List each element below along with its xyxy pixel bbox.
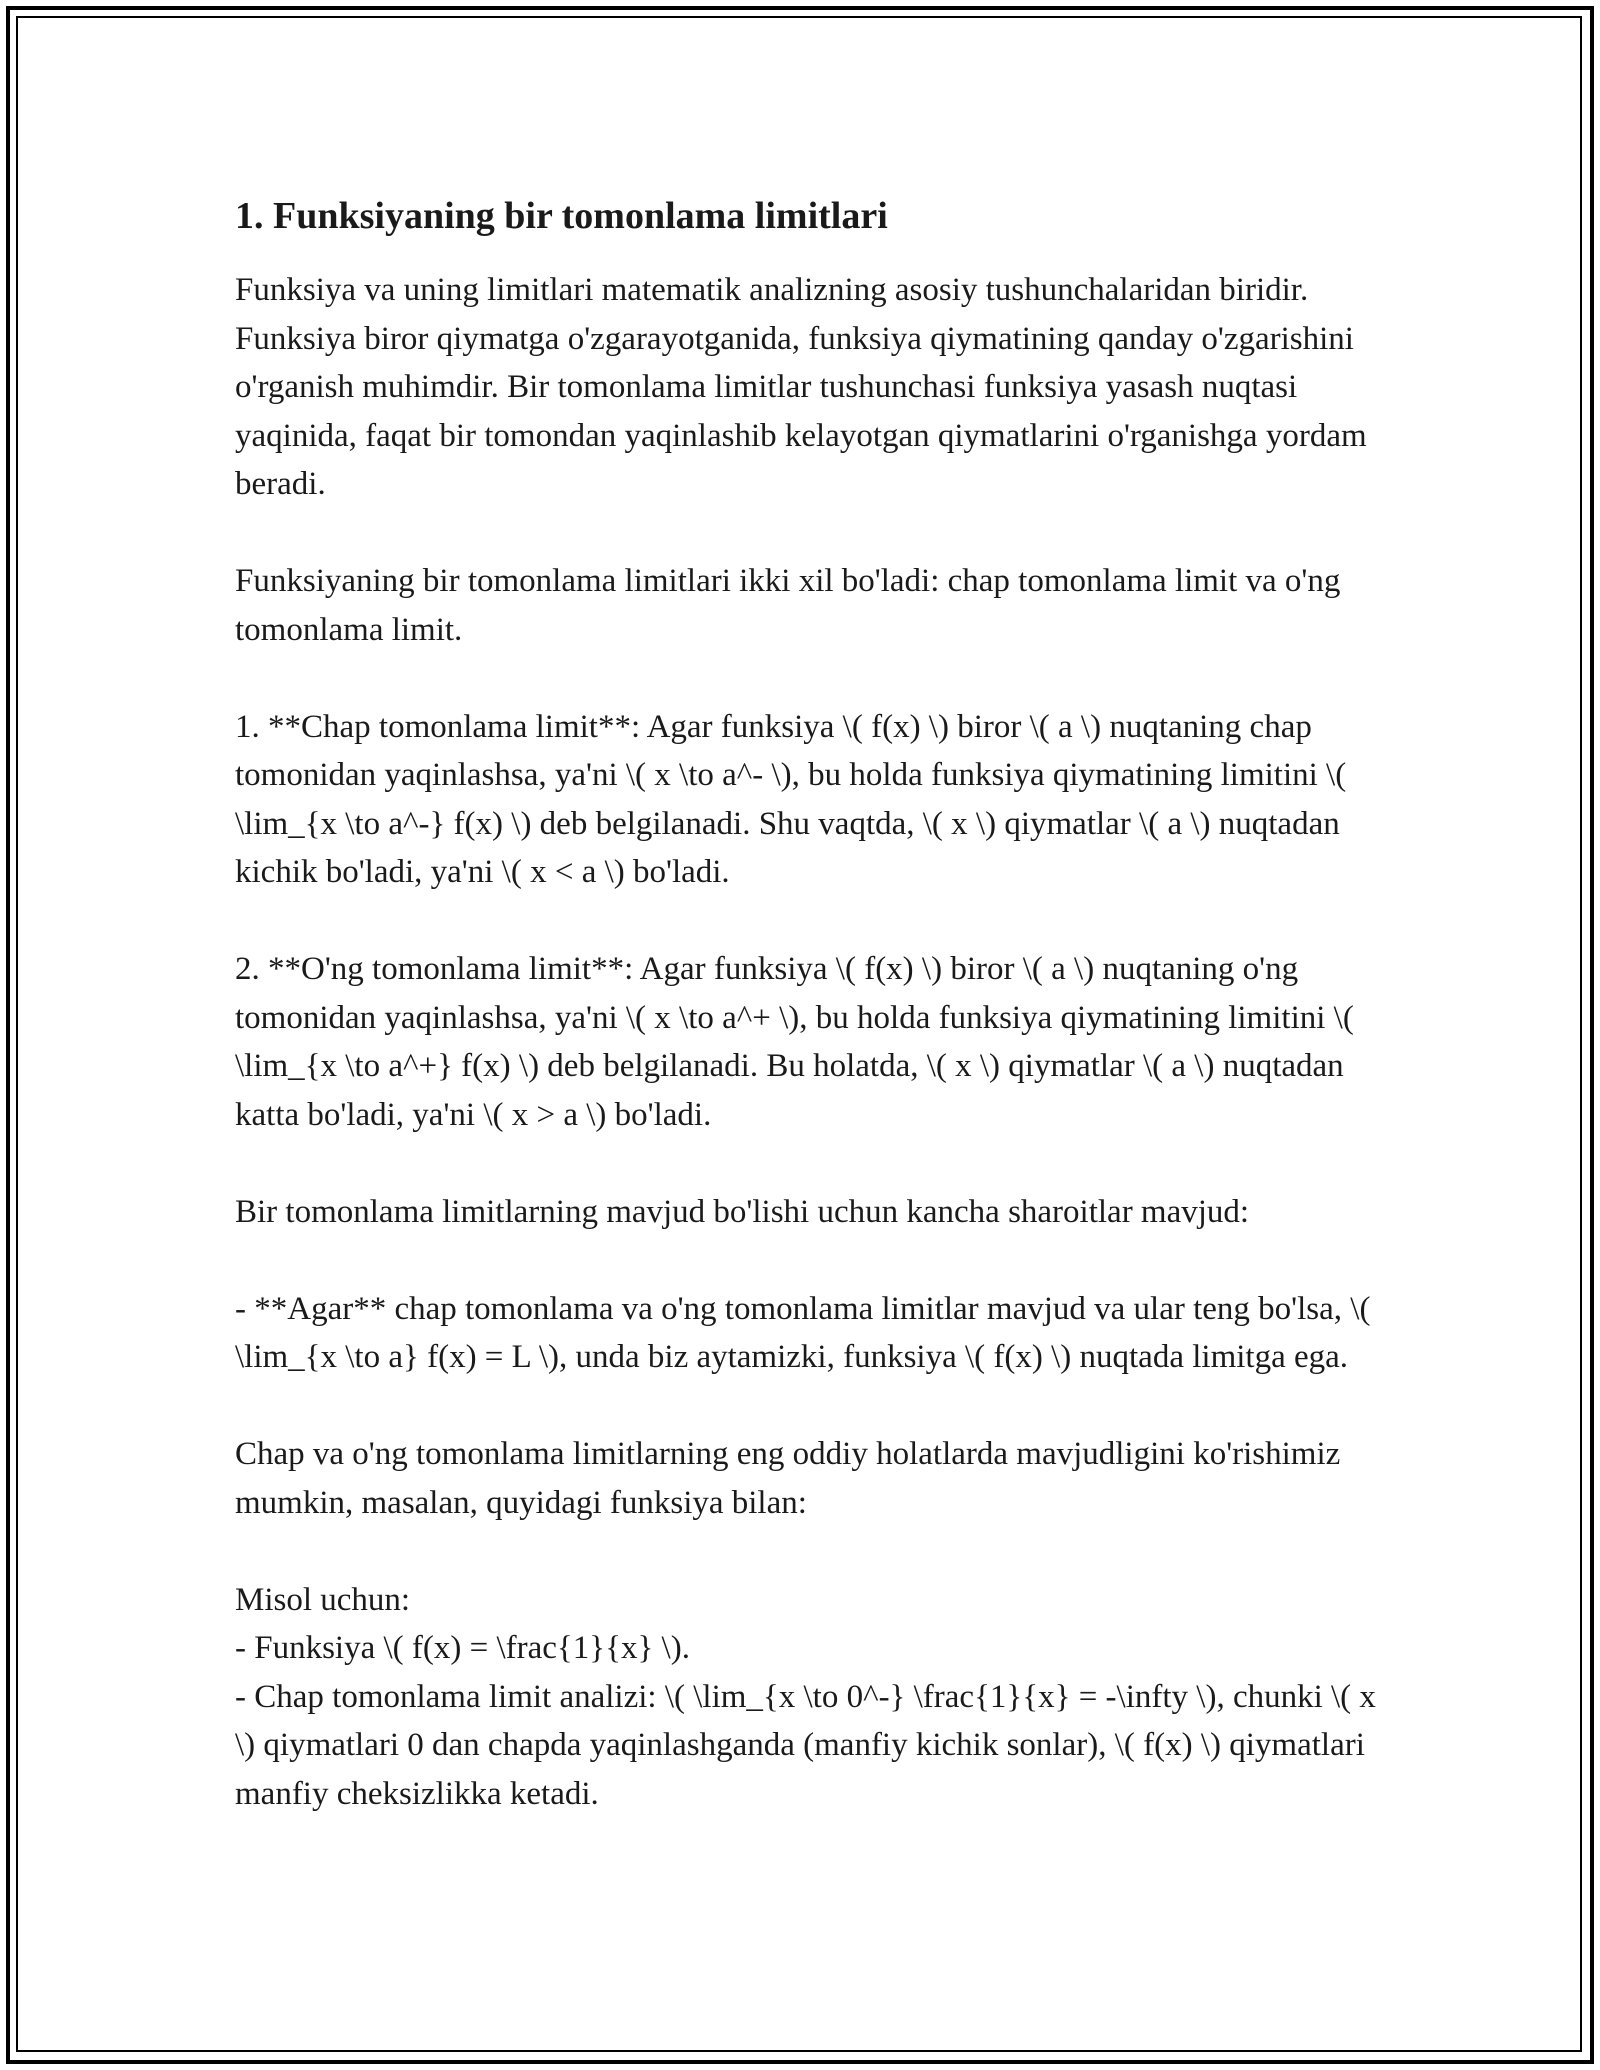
example-line-title: Misol uchun: — [235, 1581, 411, 1618]
paragraph-conditions: Bir tomonlama limitlarning mavjud bo'lishi uchun kancha sharoitlar mavjud: — [235, 1193, 1250, 1230]
section-heading: 1. Funksiyaning bir tomonlama limitlari — [235, 195, 888, 237]
paragraph-simple-cases: Chap va o'ng tomonlama limitlarning eng oddiy holatlarda mavjudligini ko'rishimiz mumkin, masalan, quyidagi funksiya bilan: — [235, 1436, 1341, 1521]
paragraph-right-limit: 2. **O'ng tomonlama limit**: Agar funksiya \( f(x) \) biror \( a \) nuqtaning o'ng tomonidan yaqinlashsa, ya'ni \( x \to a^+ \), bu holda funksiya qiymatining limitini \( \lim_{x \to a^+} f(x) \) deb belgilanadi. Bu holatda, \( x \) qiymatlar \( a \) nuqtadan katta bo'ladi, ya'ni \( x > a \) bo'ladi. — [235, 951, 1354, 1133]
example-line-left-limit: - Chap tomonlama limit analizi: \( \lim_{x \to 0^-} \frac{1}{x} = -\infty \), chunki \( x \) qiymatlari 0 dan chapda yaqinlashganda (manfiy kichik sonlar), \( f(x) \) qiymatlari manfiy cheksizlikka ketadi. — [235, 1678, 1376, 1812]
example-block — [235, 1576, 1385, 1819]
paragraph-intro: Funksiya va uning limitlari matematik analizning asosiy tushunchalaridan biridir. Funksiya biror qiymatga o'zgarayotganida, funksiya qiymatining qanday o'zgarishini o'rganish muhimdir. Bir tomonlama limitlar tushunchasi funksiya yasash nuqtasi yaqinida, faqat bir tomondan yaqinlashib kelayotgan qiymatlarini o'rganishga yordam beradi. — [235, 272, 1367, 502]
paragraph-agar: - **Agar** chap tomonlama va o'ng tomonlama limitlar mavjud va ular teng bo'lsa, \( \lim_{x \to a} f(x) = L \), unda biz aytamizki, funksiya \( f(x) \) nuqtada limitga ega. — [235, 1290, 1371, 1375]
paragraph-types: Funksiyaning bir tomonlama limitlari ikki xil bo'ladi: chap tomonlama limit va o'ng tomonlama limit. — [235, 563, 1341, 648]
document-body — [235, 188, 1385, 1867]
example-line-function: - Funksiya \( f(x) = \frac{1}{x} \). — [235, 1630, 690, 1666]
paragraph-left-limit: 1. **Chap tomonlama limit**: Agar funksiya \( f(x) \) biror \( a \) nuqtaning chap tomonidan yaqinlashsa, ya'ni \( x \to a^- \), bu holda funksiya qiymatining limitini \( \lim_{x \to a^-} f(x) \) deb belgilanadi. Shu vaqtda, \( x \) qiymatlar \( a \) nuqtadan kichik bo'ladi, ya'ni \( x < a \) bo'ladi. — [235, 708, 1347, 890]
